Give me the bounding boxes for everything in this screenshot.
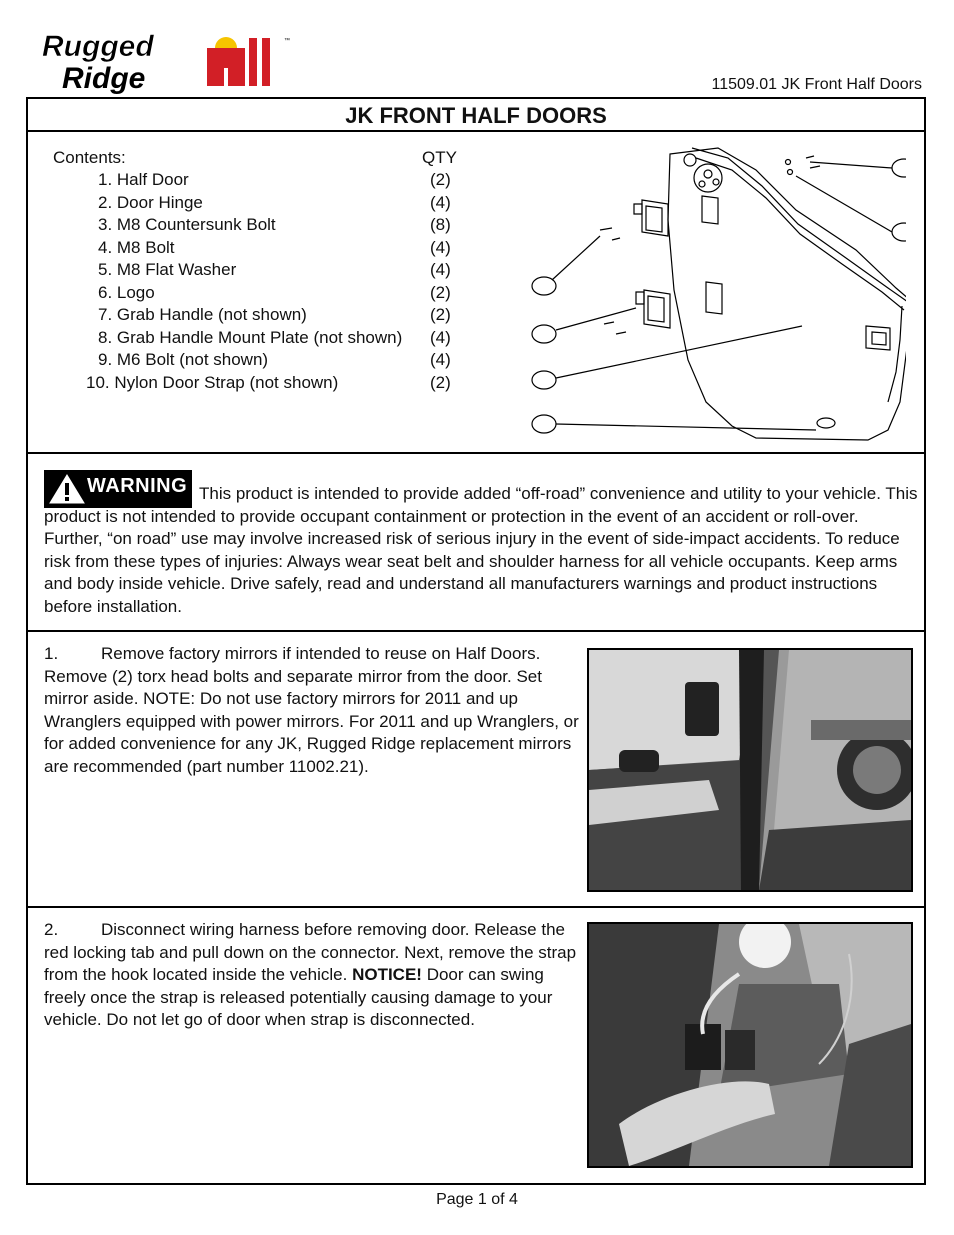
step-1-section	[28, 632, 924, 908]
contents-qty: (2)	[430, 372, 451, 392]
step-2-text	[44, 919, 584, 1032]
document-reference: 11509.01 JK Front Half Doors	[711, 76, 922, 93]
contents-qty: (4)	[430, 260, 451, 279]
contents-item: 7. Grab Handle (not shown)	[98, 305, 307, 324]
page-title: JK FRONT HALF DOORS	[28, 99, 924, 132]
svg-text:™: ™	[284, 38, 290, 44]
qty-heading: QTY	[422, 148, 457, 167]
page-number: Page 1 of 4	[436, 1191, 518, 1208]
contents-item: 5. M8 Flat Washer	[98, 260, 237, 279]
contents-qty: (2)	[430, 282, 451, 302]
contents-item: 2. Door Hinge	[98, 192, 203, 212]
mirror-removal-photo	[589, 650, 911, 890]
contents-section	[28, 132, 924, 454]
step-2-photo	[587, 922, 913, 1168]
warning-text: This product is intended to provide added “off-road” convenience and utility to your vehicle. This product is not intended to provide occupant containment or protection in the event of an accident or roll-over. Further, “on road” use may involve increased risk of serious injury in the event of side-impact accidents. To reduce risk from these types of injuries: Always wear seat belt and shoulder harness for all vehicle occupants. Keep arms and body inside vehicle. Drive safely, read and understand all manufacturers warnings and product instructions before installation.	[44, 484, 918, 616]
contents-qty: (2)	[430, 305, 451, 324]
step-number: 1.	[44, 644, 59, 663]
instruction-frame	[26, 97, 926, 1185]
notice-label: NOTICE!	[352, 965, 422, 984]
contents-qty: (4)	[430, 327, 451, 347]
contents-item: 1. Half Door	[98, 170, 189, 189]
contents-qty: (2)	[430, 170, 451, 189]
warning-section	[28, 454, 924, 632]
contents-heading: Contents:	[53, 148, 126, 167]
half-door-parts-diagram	[496, 140, 906, 448]
step-1-text	[44, 643, 584, 778]
step-1-photo	[587, 648, 913, 892]
contents-item: 8. Grab Handle Mount Plate (not shown)	[98, 327, 403, 347]
contents-item: 9. M6 Bolt (not shown)	[98, 350, 269, 369]
wiring-harness-photo	[589, 924, 911, 1166]
contents-qty: (8)	[430, 215, 451, 234]
contents-item: 4. M8 Bolt	[98, 237, 175, 257]
step-2-section	[28, 908, 924, 1185]
warning-label: WARNING	[87, 475, 188, 497]
rugged-ridge-logo	[40, 28, 300, 98]
svg-text:Rugged: Rugged	[42, 30, 154, 63]
step-instructions-continued: Door can swing freely once the strap is released potentially causing damage to your vehicle. Do not let go of door when strap is disconnected.	[44, 965, 553, 1029]
contents-qty: (4)	[430, 237, 451, 257]
contents-qty: (4)	[430, 192, 451, 212]
contents-item: 3. M8 Countersunk Bolt	[98, 215, 276, 234]
step-instructions: Disconnect wiring harness before removing door. Release the red locking tab and pull down on the connector. Next, remove the strap from the hook located inside the vehicle.	[44, 920, 577, 984]
contents-qty: (4)	[430, 350, 451, 369]
step-instructions: Remove factory mirrors if intended to reuse on Half Doors. Remove (2) torx head bolts and separate mirror from the door. Set mirror aside. NOTE: Do not use factory mirrors for 2011 and up Wranglers equipped with power mirrors. For 2011 and up Wranglers, or for added convenience for any JK, Rugged Ridge replacement mirrors are recommended (part number 11002.21).	[44, 644, 579, 776]
step-number: 2.	[44, 920, 59, 939]
contents-item: 6. Logo	[98, 282, 155, 302]
svg-text:Ridge: Ridge	[62, 62, 146, 95]
contents-item: 10. Nylon Door Strap (not shown)	[86, 372, 339, 392]
